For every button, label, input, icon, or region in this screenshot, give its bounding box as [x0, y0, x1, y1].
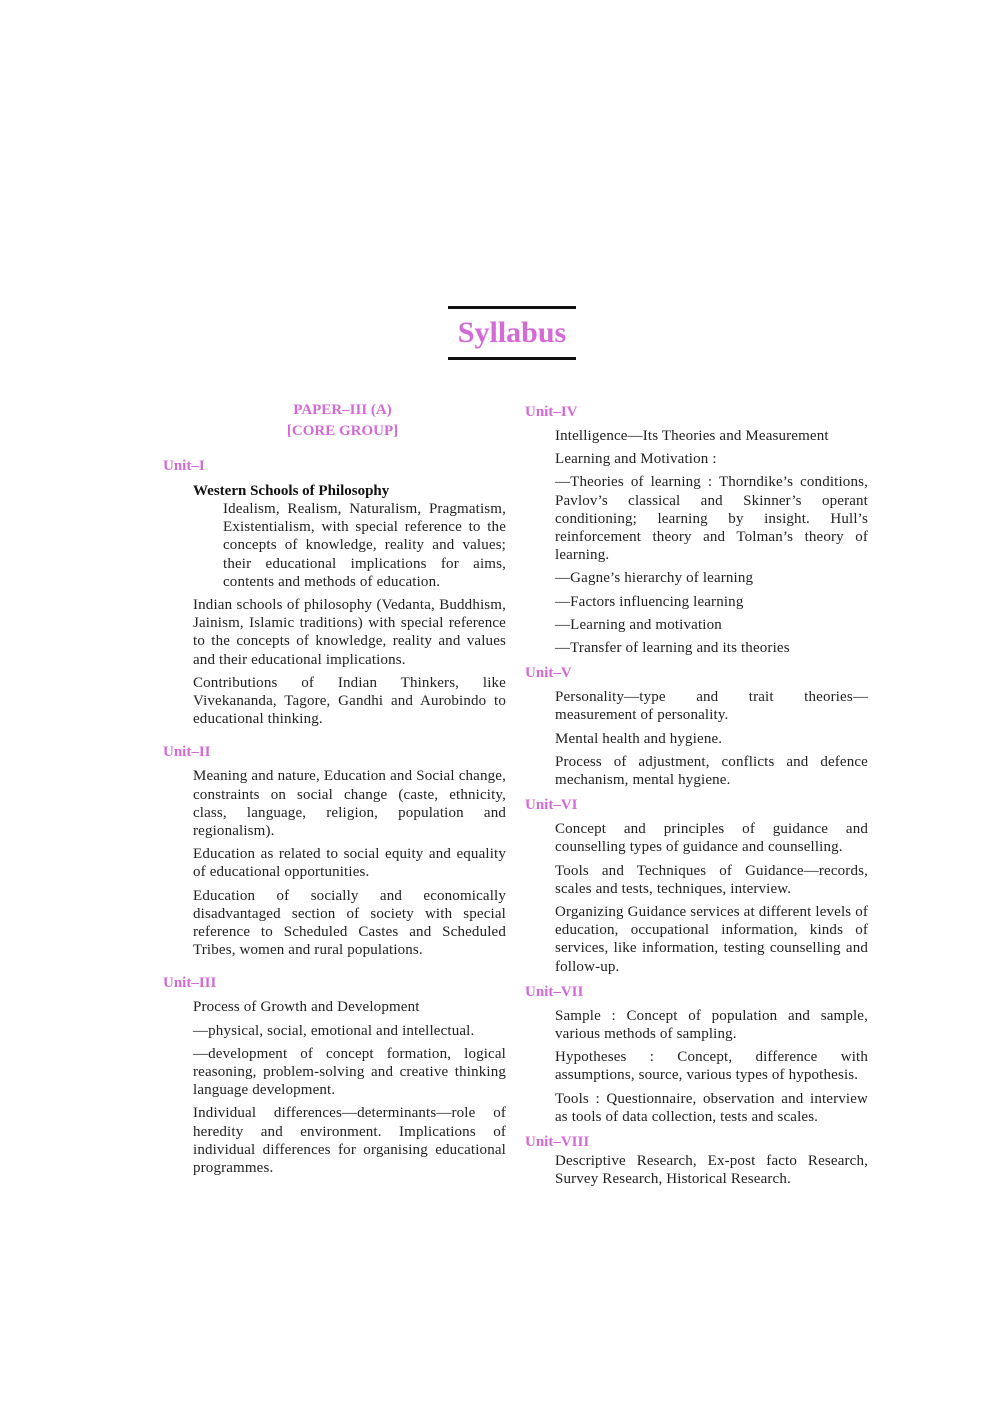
right-column — [525, 400, 868, 1189]
unit-4-paragraph: Intelligence—Its Theories and Measurement — [555, 428, 829, 444]
unit-3-paragraph: —development of concept formation, logical reasoning, problem-solving and creative thinking language development. — [193, 1045, 506, 1099]
unit-5-paragraph: Process of adjustment, conflicts and defence mechanism, mental hygiene. — [555, 753, 868, 789]
unit-4-paragraph: —Theories of learning : Thorndike’s conditions, Pavlov’s classical and Skinner’s operant conditioning; learning by insight. Hull’s reinforcement theory and Tolman’s theory of learning. — [555, 474, 868, 564]
unit-6-body — [555, 820, 868, 976]
unit-3-body — [193, 998, 506, 1177]
unit-7-paragraph: Hypotheses : Concept, difference with assumptions, source, various types of hypothesis. — [555, 1049, 868, 1084]
unit-4-paragraph: Learning and Motivation : — [555, 451, 717, 468]
paper-title: PAPER–III (A) — [293, 402, 392, 418]
left-column — [163, 400, 506, 1177]
unit-4-paragraph: —Transfer of learning and its theories — [555, 640, 790, 657]
unit-1-body — [193, 482, 506, 728]
unit-6-paragraph: Tools and Techniques of Guidance—records, scales and tests, techniques, interview. — [555, 862, 868, 897]
unit-5-paragraph: Mental health and hygiene. — [555, 730, 723, 747]
unit-7-paragraph: Tools : Questionnaire, observation and interview as tools of data collection, tests and scales. — [555, 1090, 868, 1125]
page-title-box — [448, 306, 576, 360]
unit-4-paragraph: —Factors influencing learning — [555, 593, 744, 610]
unit-1-paragraph: Contributions of Indian Thinkers, like Vivekananda, Tagore, Gandhi and Aurobindo to educational thinking. — [193, 674, 506, 728]
unit-7-title: Unit–VII — [525, 983, 584, 1000]
unit-8-title: Unit–VIII — [525, 1134, 590, 1151]
unit-4-paragraph: —Gagne’s hierarchy of learning — [555, 570, 754, 587]
unit-3-paragraph: —physical, social, emotional and intellectual. — [193, 1022, 475, 1039]
unit-4-title: Unit–IV — [525, 404, 578, 420]
unit-1-paragraph: Indian schools of philosophy (Vedanta, Buddhism, Jainism, Islamic traditions) with special reference to the concepts of knowledge, reality and values and their educational implications. — [193, 597, 506, 668]
unit-2-paragraph: Meaning and nature, Education and Social change, constraints on social change (caste, ethnicity, class, language, religion, population and regionalism). — [193, 768, 506, 840]
unit-2-paragraph: Education as related to social equity and equality of educational opportunities. — [193, 846, 506, 881]
unit-6-title: Unit–VI — [525, 797, 578, 814]
unit-6-paragraph: Concept and principles of guidance and counselling types of guidance and counselling. — [555, 821, 868, 856]
paper-group: [CORE GROUP] — [286, 423, 399, 439]
unit-3-paragraph: Process of Growth and Development — [193, 999, 420, 1016]
unit-3-title: Unit–III — [163, 975, 217, 992]
unit-2-body — [193, 767, 506, 959]
unit-2-title: Unit–II — [163, 744, 211, 761]
unit-5-paragraph: Personality—type and trait theories—measurement of personality. — [555, 689, 868, 724]
unit-1-paragraph: Idealism, Realism, Naturalism, Pragmatism, Existentialism, with special reference to the concepts of knowledge, reality and values; their educational implications for aims, contents and methods of education. — [223, 501, 506, 590]
unit-8-body — [555, 1152, 868, 1188]
unit-4-paragraph: —Learning and motivation — [555, 616, 722, 633]
unit-6-paragraph: Organizing Guidance services at different levels of education, occupational information, kinds of services, like information, testing counselling and follow-up. — [555, 904, 868, 975]
unit-3-paragraph: Individual differences—determinants—role of heredity and environment. Implications of individual differences for organising educational programmes. — [193, 1105, 506, 1177]
unit-7-body — [555, 1007, 868, 1126]
unit-5-title: Unit–V — [525, 665, 572, 682]
unit-5-body — [555, 688, 868, 789]
unit-2-paragraph: Education of socially and economically disadvantaged section of society with special reference to Scheduled Castes and Scheduled Tribes, women and rural populations. — [193, 887, 506, 959]
unit-1-title: Unit–I — [163, 458, 205, 474]
unit-4-body — [555, 427, 868, 657]
unit-7-paragraph: Sample : Concept of population and sample, various methods of sampling. — [555, 1007, 868, 1043]
page-title: Syllabus — [457, 316, 567, 349]
unit-8-paragraph: Descriptive Research, Ex-post facto Research, Survey Research, Historical Research. — [555, 1153, 868, 1188]
unit-1-heading: Western Schools of Philosophy — [193, 483, 390, 499]
